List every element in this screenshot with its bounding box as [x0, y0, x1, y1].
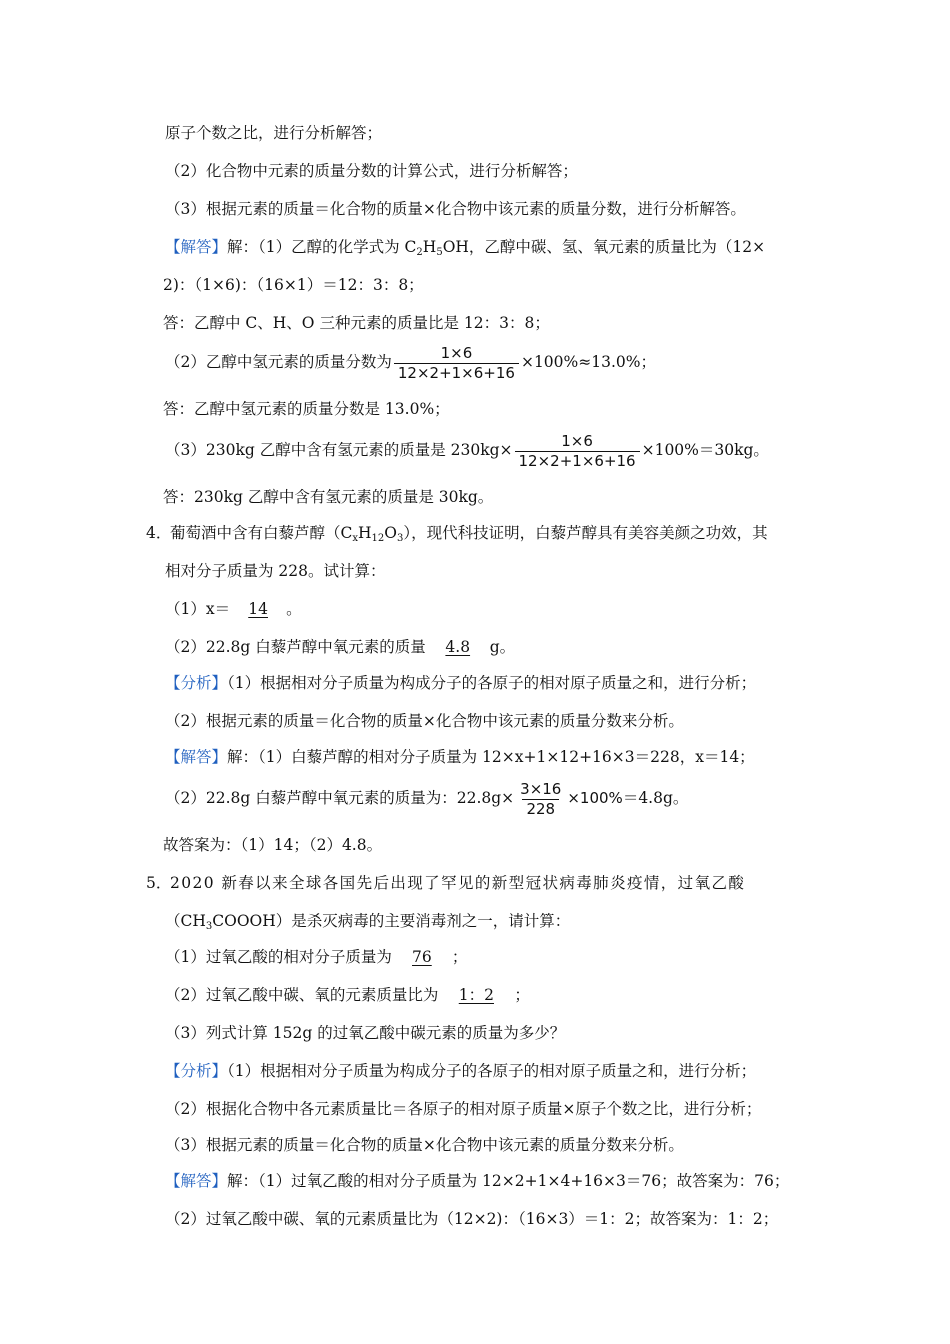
- subscript: 12: [371, 533, 385, 544]
- answer-text: 解：（1）白藜芦醇的相对分子质量为 12×x+1×12+16×3＝228，x＝14；: [227, 748, 755, 766]
- question-text: [170, 522, 810, 550]
- subscript: x: [352, 533, 359, 544]
- subscript: 3: [205, 921, 213, 932]
- question-fragment: ），现代科技证明，白藜芦醇具有美容美颜之功效，其: [403, 524, 768, 542]
- answer-blank: 76: [412, 948, 432, 966]
- answer-text: ×100%: [567, 789, 623, 807]
- analysis-text: （1）根据相对分子质量为构成分子的各原子的相对原子质量之和，进行分析；: [227, 1062, 757, 1080]
- sub-question: [165, 984, 810, 1006]
- answer-blank: 1：2: [458, 986, 494, 1004]
- sub-question-text: ；: [514, 986, 530, 1004]
- answer-line: [165, 428, 810, 472]
- analysis-line: [165, 672, 810, 694]
- answer-line: 答：乙醇中氢元素的质量分数是 13.0%；: [163, 400, 450, 418]
- sub-question-text: （2）过氧乙酸中碳、氧的元素质量比为: [165, 986, 439, 1004]
- answer-line: （2）过氧乙酸中碳、氧的元素质量比为（12×2)：（16×3）＝1：2；故答案为：1：2；: [165, 1210, 779, 1228]
- question-fragment: H: [358, 524, 372, 542]
- answer-text: （3）230kg 乙醇中含有氢元素的质量是 230kg×: [165, 441, 513, 459]
- fraction-denominator: 12×2+1×6+16: [394, 363, 519, 383]
- question-text: [165, 910, 810, 938]
- fraction: [394, 344, 519, 383]
- analysis-line: （2）化合物中元素的质量分数的计算公式，进行分析解答；: [165, 162, 578, 180]
- sub-question-text: （1）x＝: [165, 600, 231, 618]
- analysis-line: 原子个数之比，进行分析解答；: [165, 124, 383, 142]
- fraction: [516, 780, 565, 819]
- question-number: 4．: [146, 524, 172, 542]
- answer-text: H: [422, 238, 437, 256]
- question-fragment: O: [384, 524, 397, 542]
- question-fragment: （CH: [165, 912, 206, 930]
- analysis-tag: 【分析】: [165, 1062, 228, 1080]
- fraction-numerator: 1×6: [440, 343, 473, 362]
- answer-line: [165, 1170, 810, 1192]
- answer-blank: 4.8: [445, 638, 471, 656]
- analysis-text: （1）根据相对分子质量为构成分子的各原子的相对原子质量之和，进行分析；: [227, 674, 757, 692]
- fraction-denominator: 228: [522, 799, 559, 819]
- answer-text: ×100%≈13.0%；: [520, 353, 656, 371]
- sub-question-text: g。: [489, 638, 516, 656]
- sub-question-text: （1）过氧乙酸的相对分子质量为: [165, 948, 392, 966]
- question-text: 相对分子质量为 228。试计算：: [165, 562, 386, 580]
- analysis-line: （2）根据元素的质量＝化合物的质量×化合物中该元素的质量分数来分析。: [165, 712, 684, 730]
- answer-line: [165, 236, 810, 264]
- question-fragment: COOOH）是杀灭病毒的主要消毒剂之一，请计算：: [212, 912, 571, 930]
- fraction-denominator: 12×2+1×6+16: [515, 451, 640, 471]
- answer-text: （2）乙醇中氢元素的质量分数为: [165, 353, 392, 371]
- answer-text: 解：（1）过氧乙酸的相对分子质量为 12×2+1×4+16×3＝76；故答案为：76；: [227, 1172, 790, 1190]
- sub-question: [165, 598, 810, 620]
- question-text: 2020 新春以来全球各国先后出现了罕见的新型冠状病毒肺炎疫情，过氧乙酸: [170, 874, 746, 892]
- answer-line: 答：230kg 乙醇中含有氢元素的质量是 30kg。: [163, 488, 494, 506]
- subscript: 5: [436, 247, 443, 258]
- answer-text: ×100%＝30kg。: [641, 441, 769, 459]
- subscript: 2: [416, 247, 423, 258]
- answer-tag: 【解答】: [165, 1172, 228, 1190]
- question-number: 5．: [146, 874, 172, 892]
- analysis-line: （2）根据化合物中各元素质量比＝各原子的相对原子质量×原子个数之比，进行分析；: [165, 1100, 762, 1118]
- answer-line: [165, 776, 810, 820]
- answer-text: （2）22.8g 白藜芦醇中氧元素的质量为：22.8g×: [165, 789, 515, 807]
- answer-tag: 【解答】: [165, 748, 228, 766]
- analysis-line: [165, 1060, 810, 1082]
- analysis-line: （3）根据元素的质量＝化合物的质量×化合物中该元素的质量分数来分析。: [165, 1136, 684, 1154]
- sub-question-text: 。: [286, 600, 302, 618]
- sub-question-text: （2）22.8g 白藜芦醇中氧元素的质量: [165, 638, 426, 656]
- answer-blank: 14: [248, 600, 268, 618]
- sub-question: （3）列式计算 152g 的过氧乙酸中碳元素的质量为多少？: [165, 1024, 566, 1042]
- answer-text: OH，乙醇中碳、氢、氧元素的质量比为（12×: [442, 238, 766, 256]
- answer-line: [165, 746, 810, 768]
- answer-line: 2)：（1×6)：（16×1）＝12：3：8；: [163, 276, 424, 294]
- answer-text: ＝4.8g。: [622, 789, 689, 807]
- answer-text: 解：（1）乙醇的化学式为 C: [227, 238, 417, 256]
- answer-line: 答：乙醇中 C、H、O 三种元素的质量比是 12：3：8；: [163, 314, 550, 332]
- analysis-tag: 【分析】: [165, 674, 228, 692]
- answer-line: [165, 340, 810, 384]
- fraction: [515, 432, 640, 471]
- answer-tag: 【解答】: [165, 238, 228, 256]
- sub-question: [165, 636, 810, 658]
- fraction-numerator: 1×6: [561, 431, 593, 450]
- analysis-line: （3）根据元素的质量＝化合物的质量×化合物中该元素的质量分数，进行分析解答。: [165, 200, 746, 218]
- sub-question: [165, 946, 810, 968]
- fraction-numerator: 3×16: [520, 779, 562, 798]
- subscript: 3: [397, 533, 404, 544]
- question-fragment: 葡萄酒中含有白藜芦醇（C: [170, 524, 353, 542]
- answer-line: 故答案为：（1）14；（2）4.8。: [163, 836, 383, 854]
- sub-question-text: ；: [451, 948, 468, 966]
